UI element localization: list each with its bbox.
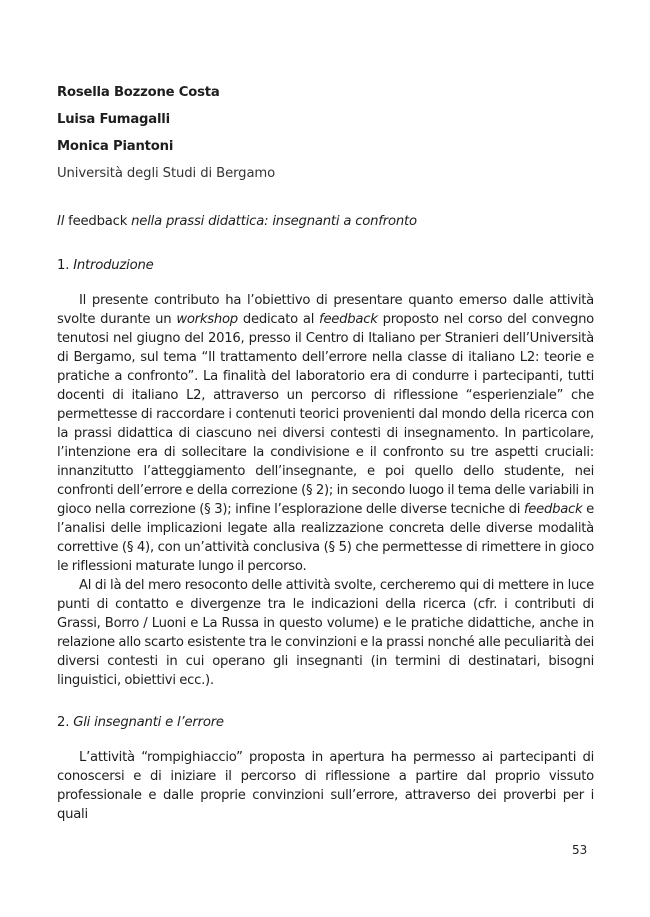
article-title-part: nella prassi didattica: insegnanti a confronto xyxy=(127,214,417,229)
italic-term: feedback xyxy=(319,312,378,327)
author-name: Monica Piantoni xyxy=(57,139,174,154)
text-run: dedicato al xyxy=(237,312,320,327)
text-run: e l’analisi delle implicazioni legate alla realizzazione concreta delle diverse modalità correttive (§ 4), con un’attività conclusiva (§ 5) che permettesse di rimettere in gioco le riflessioni maturate lungo il percorso. xyxy=(57,502,595,574)
paragraph: L’attività “rompighiaccio” proposta in apertura ha permesso ai partecipanti di conoscersi e di iniziare il percorso di riflessione a partire dal proprio vissuto professionale e dalle proprie convinzioni sull’errore, attraverso dei proverbi per i quali xyxy=(57,750,594,822)
section-heading-1 xyxy=(57,257,594,275)
text-run: Il presente contributo ha l’obiettivo di presentare quanto emerso dalle attività svolte durante un xyxy=(57,293,594,327)
page-body xyxy=(57,84,594,824)
paragraph: Al di là del mero resoconto delle attività svolte, cercheremo qui di mettere in luce punti di contatto e divergenze tra le indicazioni della ricerca (cfr. i contributi di Grassi, Borro / Luoni e La Russa in questo volume) e le pratiche didattiche, anche in relazione allo scarto esistente tra le convinzioni e la prassi nonché alle peculiarità dei diversi contesti in cui operano gli insegnanti (in termini di destinatari, bisogni linguistici, obiettivi ecc.). xyxy=(57,578,594,688)
italic-term: workshop xyxy=(176,312,238,327)
section-title: Gli insegnanti e l’errore xyxy=(73,715,224,730)
article-title-keyword: feedback xyxy=(68,214,128,229)
text-run: proposto nel corso del convegno tenutosi nel giugno del 2016, presso il Centro di Italiano per Stranieri dell’Università di Bergamo, sul tema “Il trattamento dell’errore nella classe di italiano L2: teorie e pratiche a confronto”. La finalità del laboratorio era di condurre i partecipanti, tutti docenti di italiano L2, attraverso un percorso di riflessione “esperienziale” che permettesse di raccordare i contenuti teorici provenienti dal mondo della ricerca con la prassi didattica di ciascuno nei diversi contesti di insegnamento. In particolare, l’intenzione era di sollecitare la condivisione e il confronto su tre aspetti cruciali: innanzitutto l’atteggiamento dell’insegnante, e poi quello dello studente, nei confronti dell’errore e della correzione (§ 2); in secondo luogo il tema delle variabili in gioco nella correzione (§ 3); infine l’esplorazione delle diverse tecniche di xyxy=(57,312,595,517)
page-number: 53 xyxy=(572,843,588,857)
section-number: 1. xyxy=(57,258,74,273)
section-heading-2 xyxy=(57,714,594,732)
paragraph xyxy=(57,291,594,576)
italic-term: feedback xyxy=(523,502,583,517)
article-title xyxy=(57,213,594,231)
section-number: 2. xyxy=(57,715,74,730)
section-title: Introduzione xyxy=(73,258,154,273)
author-name: Luisa Fumagalli xyxy=(57,112,170,127)
author-affiliation: Università degli Studi di Bergamo xyxy=(57,166,276,181)
author-name: Rosella Bozzone Costa xyxy=(57,85,220,100)
article-title-part: Il xyxy=(57,214,69,229)
